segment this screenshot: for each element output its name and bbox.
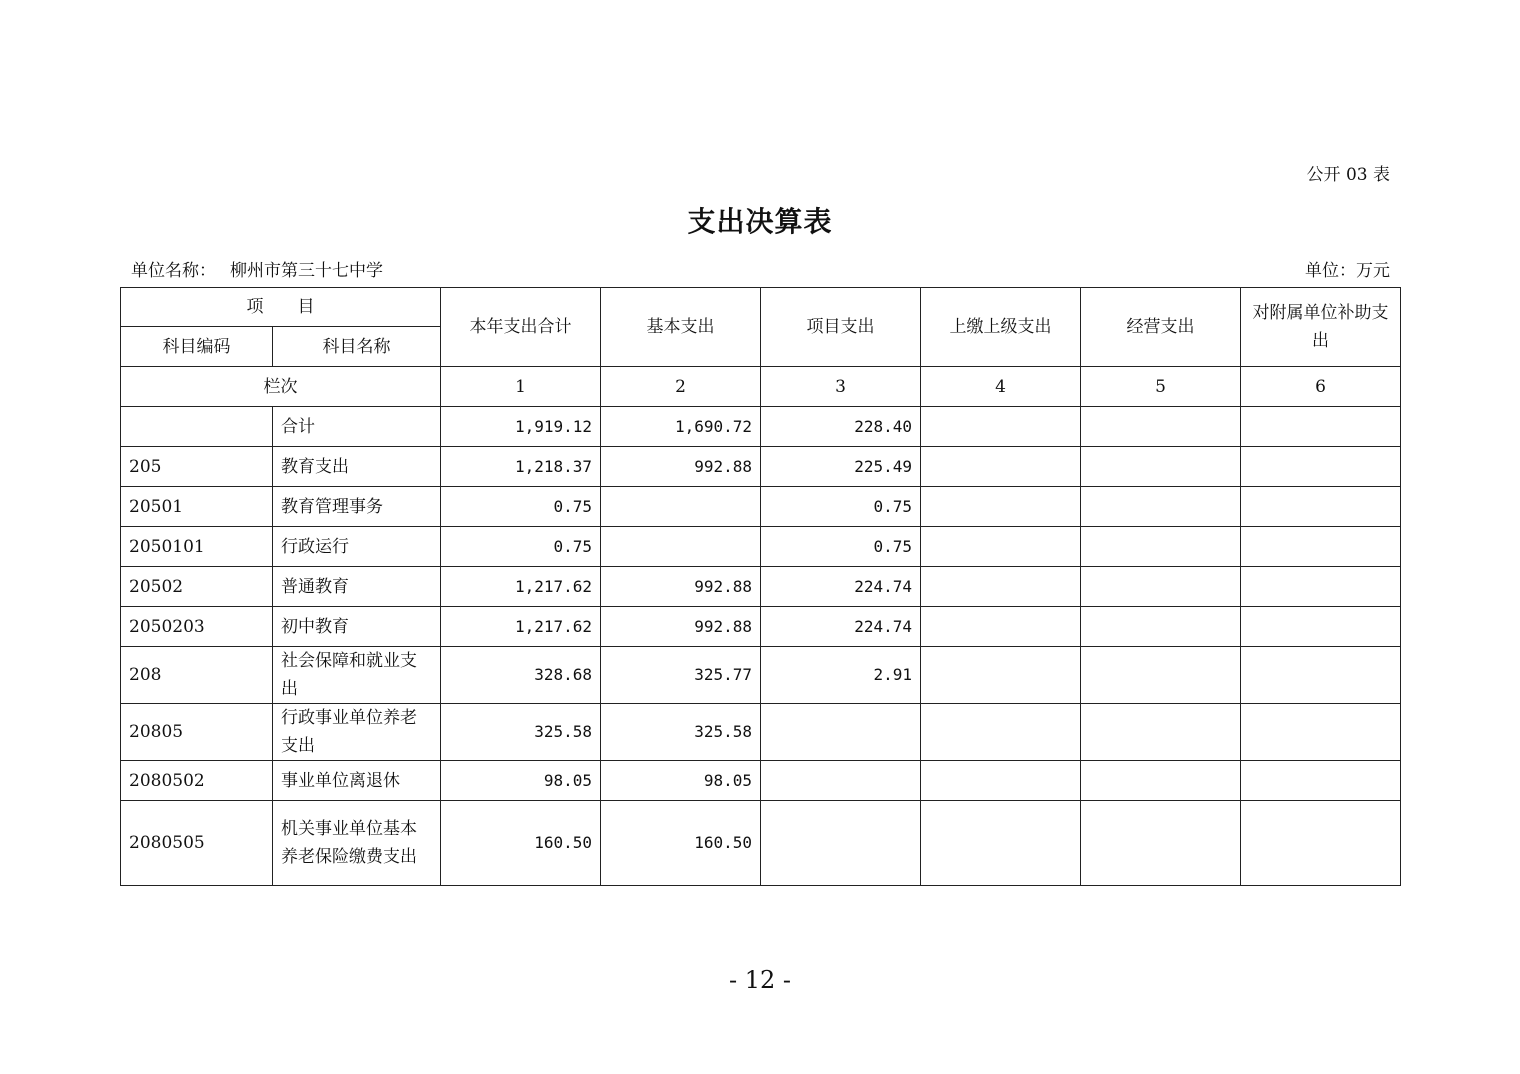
header-name: 科目名称 [273,327,441,367]
cell-name: 初中教育 [273,607,441,647]
cell-basic: 98.05 [601,761,761,801]
column-number: 4 [921,367,1081,407]
cell-basic [601,487,761,527]
header-upper: 上缴上级支出 [921,288,1081,367]
cell-business [1081,487,1241,527]
cell-business [1081,704,1241,761]
column-number-row [121,367,1401,407]
cell-code: 205 [121,447,273,487]
cell-upper [921,704,1081,761]
cell-name: 教育管理事务 [273,487,441,527]
table-row [121,704,1401,761]
cell-upper [921,647,1081,704]
cell-subsidy [1241,704,1401,761]
cell-total: 0.75 [441,487,601,527]
cell-business [1081,801,1241,886]
cell-subsidy [1241,407,1401,447]
cell-total: 98.05 [441,761,601,801]
cell-project: 2.91 [761,647,921,704]
cell-total: 1,218.37 [441,447,601,487]
cell-subsidy [1241,647,1401,704]
cell-upper [921,607,1081,647]
cell-upper [921,527,1081,567]
cell-basic [601,527,761,567]
cell-subsidy [1241,447,1401,487]
cell-subsidy [1241,761,1401,801]
cell-total: 1,217.62 [441,607,601,647]
header-basic: 基本支出 [601,288,761,367]
header-total: 本年支出合计 [441,288,601,367]
cell-business [1081,527,1241,567]
cell-code: 2080505 [121,801,273,886]
cell-name: 行政事业单位养老支出 [273,704,441,761]
cell-total: 1,217.62 [441,567,601,607]
currency-unit: 单位：万元 [1305,261,1390,281]
cell-upper [921,801,1081,886]
cell-basic: 325.77 [601,647,761,704]
table-row [121,761,1401,801]
cell-code: 20501 [121,487,273,527]
page-title: 支出决算表 [687,205,833,238]
column-number-label: 栏次 [121,367,441,407]
cell-project: 224.74 [761,567,921,607]
cell-upper [921,447,1081,487]
header-code: 科目编码 [121,327,273,367]
table-row [121,527,1401,567]
cell-code: 20502 [121,567,273,607]
cell-project: 0.75 [761,527,921,567]
cell-project [761,801,921,886]
cell-upper [921,567,1081,607]
cell-upper [921,761,1081,801]
header-item: 项 目 [121,288,441,327]
cell-name: 机关事业单位基本养老保险缴费支出 [273,801,441,886]
cell-code: 2080502 [121,761,273,801]
header-project: 项目支出 [761,288,921,367]
cell-subsidy [1241,527,1401,567]
total-row [121,407,1401,447]
cell-name: 社会保障和就业支出 [273,647,441,704]
cell-code: 20805 [121,704,273,761]
unit-name-label: 单位名称： [131,261,216,281]
table-row [121,801,1401,886]
cell-business [1081,447,1241,487]
column-number: 2 [601,367,761,407]
cell-project: 228.40 [761,407,921,447]
table-row [121,607,1401,647]
cell-project: 224.74 [761,607,921,647]
cell-code: 208 [121,647,273,704]
table-row [121,447,1401,487]
cell-subsidy [1241,567,1401,607]
header-business: 经营支出 [1081,288,1241,367]
column-number: 6 [1241,367,1401,407]
cell-basic: 325.58 [601,704,761,761]
cell-basic: 992.88 [601,567,761,607]
page-number: - 12 - [728,966,791,994]
expenditure-table [120,287,1401,886]
cell-name: 合计 [273,407,441,447]
cell-project: 225.49 [761,447,921,487]
unit-name [131,256,383,281]
cell-basic: 992.88 [601,607,761,647]
header-row [121,288,1401,327]
cell-code: 2050203 [121,607,273,647]
cell-total: 1,919.12 [441,407,601,447]
form-number: 公开 03 表 [1306,165,1390,185]
cell-total: 160.50 [441,801,601,886]
table-row [121,487,1401,527]
column-number: 3 [761,367,921,407]
cell-business [1081,567,1241,607]
cell-code [121,407,273,447]
cell-project [761,761,921,801]
cell-name: 行政运行 [273,527,441,567]
cell-code: 2050101 [121,527,273,567]
cell-total: 328.68 [441,647,601,704]
cell-subsidy [1241,487,1401,527]
cell-total: 325.58 [441,704,601,761]
cell-upper [921,487,1081,527]
cell-subsidy [1241,607,1401,647]
unit-name-value: 柳州市第三十七中学 [230,261,383,281]
cell-project: 0.75 [761,487,921,527]
column-number: 5 [1081,367,1241,407]
cell-name: 普通教育 [273,567,441,607]
cell-subsidy [1241,801,1401,886]
cell-business [1081,607,1241,647]
cell-business [1081,647,1241,704]
table-row [121,567,1401,607]
cell-business [1081,761,1241,801]
cell-name: 教育支出 [273,447,441,487]
header-subsidy: 对附属单位补助支出 [1241,288,1401,367]
table-row [121,647,1401,704]
cell-basic: 1,690.72 [601,407,761,447]
column-number: 1 [441,367,601,407]
cell-basic: 160.50 [601,801,761,886]
cell-upper [921,407,1081,447]
cell-name: 事业单位离退休 [273,761,441,801]
cell-total: 0.75 [441,527,601,567]
cell-business [1081,407,1241,447]
cell-project [761,704,921,761]
cell-basic: 992.88 [601,447,761,487]
